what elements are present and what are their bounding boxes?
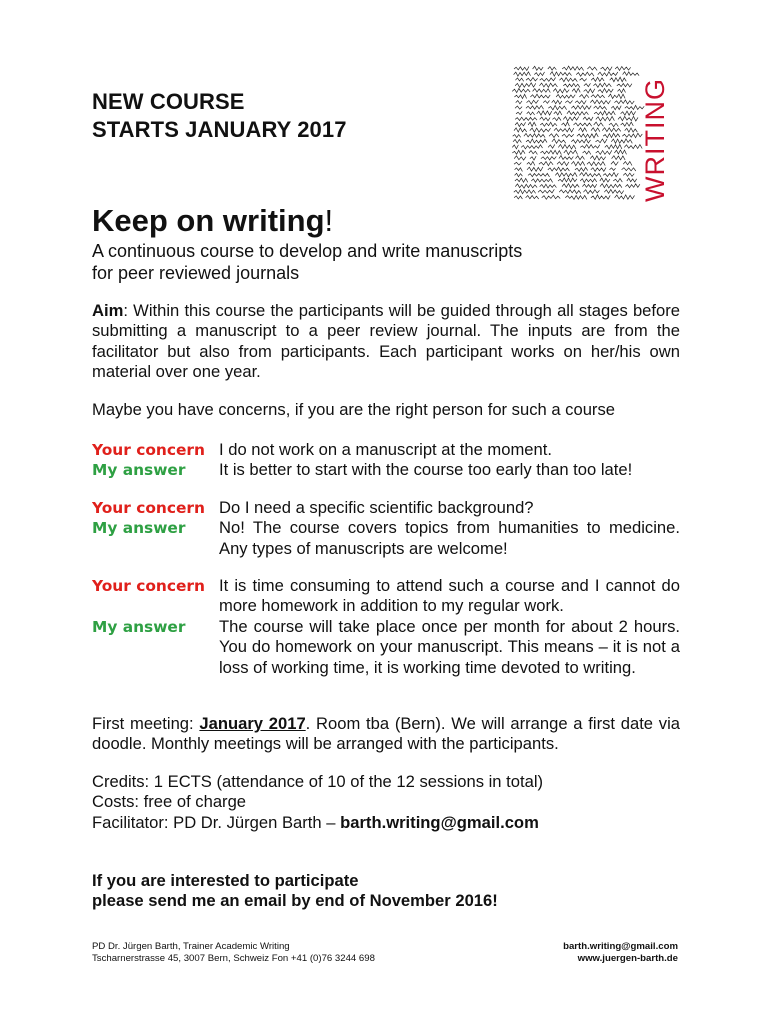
handwriting-stroke [577,133,598,138]
handwriting-stroke [559,190,581,194]
handwriting-stroke [515,117,537,120]
concern-text: I do not work on a manuscript at the moment. [219,440,552,459]
handwriting-stroke [558,178,577,182]
costs-line: Costs: free of charge [92,792,247,812]
title-punct: ! [324,203,334,238]
handwriting-stroke [548,167,570,171]
writing-logo [510,64,670,206]
handwriting-texture [512,66,644,199]
handwriting-stroke [556,95,575,99]
logo-text: WRITING [640,78,670,202]
credits-line: Credits: 1 ECTS (attendance of 10 of the 12 sessions in total) [92,772,544,791]
handwriting-stroke [571,139,590,143]
handwriting-stroke [583,117,593,121]
handwriting-stroke [622,168,636,171]
handwriting-stroke [596,150,612,154]
handwriting-stroke [594,111,615,115]
handwriting-stroke [590,100,610,104]
handwriting-stroke [528,173,550,177]
handwriting-stroke [601,67,613,71]
handwriting-stroke [554,128,574,132]
handwriting-stroke [605,145,622,150]
answer-text: It is better to start with the course too early than too late! [219,460,633,480]
handwriting-stroke [514,196,522,199]
facilitator-line [92,813,543,833]
handwriting-stroke [609,123,618,126]
concern-label: Your concern [92,441,205,459]
handwriting-stroke [541,157,556,161]
cta-line-2: please send me an email by end of November 2016! [92,891,498,911]
handwriting-stroke [591,168,606,172]
handwriting-stroke [526,106,544,110]
handwriting-stroke [515,122,526,126]
handwriting-stroke [571,162,585,166]
handwriting-stroke [552,139,566,143]
handwriting-stroke [557,162,569,166]
handwriting-stroke [548,144,555,148]
meeting-prefix: First meeting: [92,714,200,733]
handwriting-stroke [539,83,557,87]
footer-website-link[interactable]: www.juergen-barth.de [577,953,678,965]
handwriting-stroke [584,83,591,86]
handwriting-stroke [515,173,523,176]
aim-text: : Within this course the participants will be guided through all stages before submitting a manuscript to a peer review journal. The inputs are from the facilitator but also from participants. Each participant works on her/his own material over one year. [92,301,680,382]
handwriting-stroke [552,100,562,104]
handwriting-stroke [618,116,638,121]
handwriting-stroke [548,106,566,110]
handwriting-stroke [549,134,559,138]
headline-line-1: NEW COURSE [92,89,245,114]
handwriting-stroke [514,128,527,132]
handwriting-stroke [562,184,579,188]
subtitle [92,240,612,284]
handwriting-stroke [580,145,600,149]
answer-text: The course will take place once per month for about 2 hours. You do homework on your manuscript. This means – it is not a loss of working time, it is working time devoted to writing. [219,616,680,677]
handwriting-stroke [543,101,549,104]
handwriting-stroke [621,111,636,115]
handwriting-stroke [512,145,518,149]
handwriting-stroke [580,78,587,81]
handwriting-stroke [530,156,536,160]
handwriting-stroke [515,178,528,182]
handwriting-stroke [515,83,536,88]
handwriting-stroke [515,78,523,81]
handwriting-stroke [524,134,545,138]
handwriting-stroke [527,167,543,171]
handwriting-stroke [534,72,544,76]
handwriting-stroke [512,89,530,93]
handwriting-stroke [542,195,561,199]
handwriting-stroke [594,122,604,126]
answer-row [92,518,680,559]
handwriting-stroke [516,111,522,114]
handwriting-stroke [571,106,591,110]
handwriting-stroke [513,135,521,138]
handwriting-stroke [593,83,611,87]
handwriting-stroke [550,72,572,76]
handwriting-stroke [579,128,587,132]
handwriting-stroke [533,89,551,93]
handwriting-stroke [562,122,570,126]
handwriting-stroke [552,117,561,120]
footer-left-line-2: Tscharnerstrasse 45, 3007 Bern, Schweiz Fon +41 (0)76 3244 698 [92,953,375,965]
handwriting-stroke [554,111,562,115]
footer-address [92,941,375,966]
facilitator-email-link[interactable]: barth.writing@gmail.com [340,812,539,832]
concern-row [92,440,680,460]
handwriting-stroke [562,66,584,71]
handwriting-stroke [610,168,616,171]
handwriting-stroke [530,128,551,132]
footer-email-link[interactable]: barth.writing@gmail.com [563,941,678,952]
handwriting-stroke [528,122,536,126]
cta-line-1: If you are interested to participate [92,871,359,890]
answer-label: My answer [92,519,186,538]
footer-left-line-1: PD Dr. Jürgen Barth, Trainer Academic Writing [92,941,290,952]
handwriting-stroke [527,162,535,166]
handwriting-stroke [567,111,589,115]
handwriting-stroke [583,151,591,155]
handwriting-stroke [537,111,552,115]
handwriting-stroke [614,100,634,104]
handwriting-stroke [623,72,640,76]
handwriting-stroke [540,122,557,126]
handwriting-stroke [584,89,595,93]
handwriting-stroke [575,100,586,104]
handwriting-stroke [540,150,561,154]
handwriting-stroke [540,184,557,188]
handwriting-stroke [615,195,635,199]
concern-text: It is time consuming to attend such a course and I cannot do more homework in addition to my regular work. [219,576,680,616]
handwriting-stroke [515,168,523,172]
handwriting-stroke [540,78,556,82]
concern-label: Your concern [92,577,205,595]
first-meeting-paragraph [92,714,680,755]
handwriting-stroke [559,78,577,82]
handwriting-stroke [553,89,569,93]
meeting-date: January 2017 [199,714,306,733]
handwriting-stroke [610,77,627,82]
qa-block-3 [92,576,680,678]
aim-label: Aim [92,301,124,320]
subtitle-line-1: A continuous course to develop and write manuscripts [92,241,523,261]
title-main: Keep on writing [92,203,325,238]
handwriting-stroke [548,67,557,71]
handwriting-stroke [580,179,597,183]
answer-label: My answer [92,617,186,636]
handwriting-stroke [612,156,626,160]
handwriting-stroke [575,167,588,171]
handwriting-stroke [531,179,552,183]
handwriting-stroke [514,162,521,165]
handwriting-stroke [613,179,622,183]
handwriting-stroke [526,139,547,143]
handwriting-stroke [565,101,572,104]
aim-paragraph [92,301,680,383]
handwriting-stroke [513,140,521,144]
handwriting-stroke [604,190,623,194]
handwriting-stroke [576,156,585,160]
handwriting-stroke [538,189,554,193]
handwriting-stroke [563,84,580,88]
handwriting-stroke [611,139,632,144]
handwriting-stroke [580,173,602,177]
answer-text: No! The course covers topics from humanities to medicine. Any types of manuscripts are welcome! [219,518,680,558]
handwriting-stroke [600,184,622,188]
handwriting-stroke [590,156,605,160]
handwriting-stroke [627,178,637,182]
handwriting-stroke [596,117,615,121]
concern-label: Your concern [92,499,205,517]
handwriting-stroke [582,184,596,187]
handwriting-stroke [516,101,522,104]
handwriting-stroke [563,117,579,122]
handwriting-stroke [598,89,613,93]
handwriting-stroke [598,72,618,76]
handwriting-stroke [591,77,604,81]
qa-block-1 [92,440,680,481]
answer-row [92,460,680,480]
handwriting-stroke [617,84,632,87]
handwriting-stroke [515,184,537,188]
meeting-rest: . Room tba (Bern). We will arrange a first date via doodle. Monthly meetings will be arranged with the participants. [92,714,680,754]
handwriting-stroke [611,106,621,110]
subtitle-line-2: for peer reviewed journals [92,263,300,283]
handwriting-stroke [625,184,640,188]
handwriting-stroke [591,128,600,132]
handwriting-stroke [530,94,550,98]
page-title [92,203,333,239]
handwriting-stroke [591,195,610,200]
handwriting-stroke [512,150,525,154]
course-details [92,772,543,833]
handwriting-stroke [514,67,529,71]
handwriting-stroke [591,95,605,98]
handwriting-stroke [574,123,592,126]
headline-line-2: STARTS JANUARY 2017 [92,117,347,142]
handwriting-stroke [611,162,618,166]
footer-contact [563,941,678,966]
call-to-action [92,871,498,912]
handwriting-stroke [587,67,597,71]
concern-row [92,498,680,518]
handwriting-stroke [527,112,535,115]
handwriting-stroke [602,128,621,132]
handwriting-stroke [587,162,605,166]
facilitator-prefix: Facilitator: PD Dr. Jürgen Barth – [92,812,341,832]
headline [92,88,347,144]
handwriting-stroke [514,156,526,160]
handwriting-stroke [596,139,608,143]
handwriting-stroke [608,94,625,99]
handwriting-stroke [526,78,538,82]
handwriting-stroke [539,162,553,166]
handwriting-stroke [514,72,531,76]
handwriting-stroke [594,106,607,110]
handwriting-stroke [529,151,538,155]
handwriting-stroke [614,150,626,154]
handwriting-stroke [583,190,599,194]
handwriting-stroke [514,94,526,98]
intro-paragraph: Maybe you have concerns, if you are the right person for such a course [92,400,615,419]
handwriting-stroke [564,150,578,155]
handwriting-stroke [559,156,573,160]
handwriting-stroke [540,117,550,121]
handwriting-stroke [623,162,632,166]
qa-block-2 [92,498,680,559]
answer-label: My answer [92,461,186,480]
concern-text: Do I need a specific scientific background? [219,498,534,517]
handwriting-stroke [621,122,634,126]
handwriting-stroke [603,173,618,177]
answer-row [92,617,680,678]
handwriting-stroke [515,106,522,109]
concern-row [92,576,680,617]
handwriting-stroke [555,173,577,177]
handwriting-stroke [615,67,631,71]
handwriting-stroke [533,66,544,70]
handwriting-stroke [623,173,634,176]
handwriting-stroke [579,95,589,99]
handwriting-stroke [514,190,536,194]
handwriting-stroke [572,88,580,92]
handwriting-stroke [526,196,539,200]
handwriting-stroke [558,145,576,150]
handwriting-stroke [562,134,574,137]
handwriting-stroke [618,89,626,93]
handwriting-stroke [625,128,638,132]
handwriting-stroke [600,178,610,182]
handwriting-stroke [527,100,539,104]
handwriting-stroke [603,133,620,137]
handwriting-stroke [565,195,587,199]
handwriting-stroke [576,72,594,76]
handwriting-stroke [521,145,542,149]
